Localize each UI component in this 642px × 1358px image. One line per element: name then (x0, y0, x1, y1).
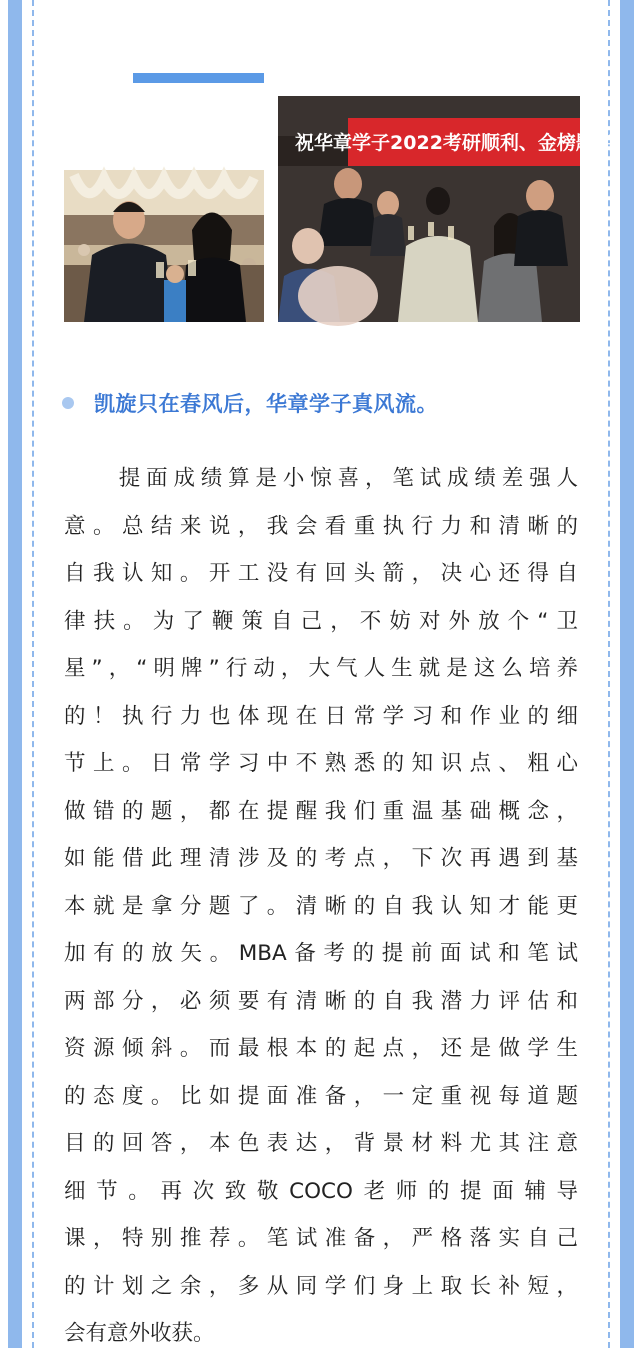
body-line: 提面成绩算是小惊喜，笔试成绩差强人 (64, 466, 578, 491)
body-line: 的！执行力也体现在日常学习和作业的细 (64, 703, 578, 729)
body-line: 本就是拿分题了。清晰的自我认知才能更 (64, 893, 578, 919)
body-line: 意。总结来说，我会看重执行力和清晰的 (64, 513, 578, 539)
body-line: 的态度。比如提面准备，一定重视每道题 (64, 1083, 578, 1109)
body-line: 资源倾斜。而最根本的起点，还是做学生 (64, 1036, 578, 1061)
body-paragraph (64, 455, 578, 1358)
page-frame-left (8, 0, 22, 1348)
banner-text: 祝华章学子2022考研顺利、金榜题名！ (295, 132, 633, 154)
body-line: 律扶。为了鞭策自己，不妨对外放个“卫 (64, 608, 578, 634)
section-heading (62, 388, 602, 418)
dashed-border-left (32, 0, 34, 1348)
page-frame-right (620, 0, 634, 1348)
body-line: 两部分，必须要有清晰的自我潜力评估和 (64, 988, 578, 1014)
body-line: 自我认知。开工没有回头箭，决心还得自 (64, 561, 578, 586)
body-line: 细节。再次致敬COCO老师的提面辅导 (64, 1178, 578, 1204)
body-line: 星”，“明牌”行动，大气人生就是这么培养 (64, 656, 578, 681)
body-line: 课，特别推荐。笔试准备，严格落实自己 (64, 1226, 578, 1251)
body-line: 节上。日常学习中不熟悉的知识点、粗心 (64, 751, 578, 776)
photo-toast-pair (64, 170, 264, 322)
body-line: 目的回答，本色表达，背景材料尤其注意 (64, 1131, 578, 1156)
accent-bar (133, 73, 264, 83)
heading-text: 凯旋只在春风后，华章学子真风流。 (94, 392, 438, 416)
bullet-dot (62, 397, 74, 409)
body-line: 会有意外收获。 (64, 1321, 215, 1346)
body-line: 如能借此理清涉及的考点，下次再遇到基 (64, 846, 578, 871)
body-line: 加有的放矢。MBA备考的提前面试和笔试 (64, 941, 578, 966)
body-line: 的计划之余，多从同学们身上取长补短， (64, 1273, 578, 1299)
body-line: 做错的题，都在提醒我们重温基础概念， (64, 798, 578, 824)
dashed-border-right (608, 0, 610, 1348)
photo-group-banquet (278, 96, 633, 322)
